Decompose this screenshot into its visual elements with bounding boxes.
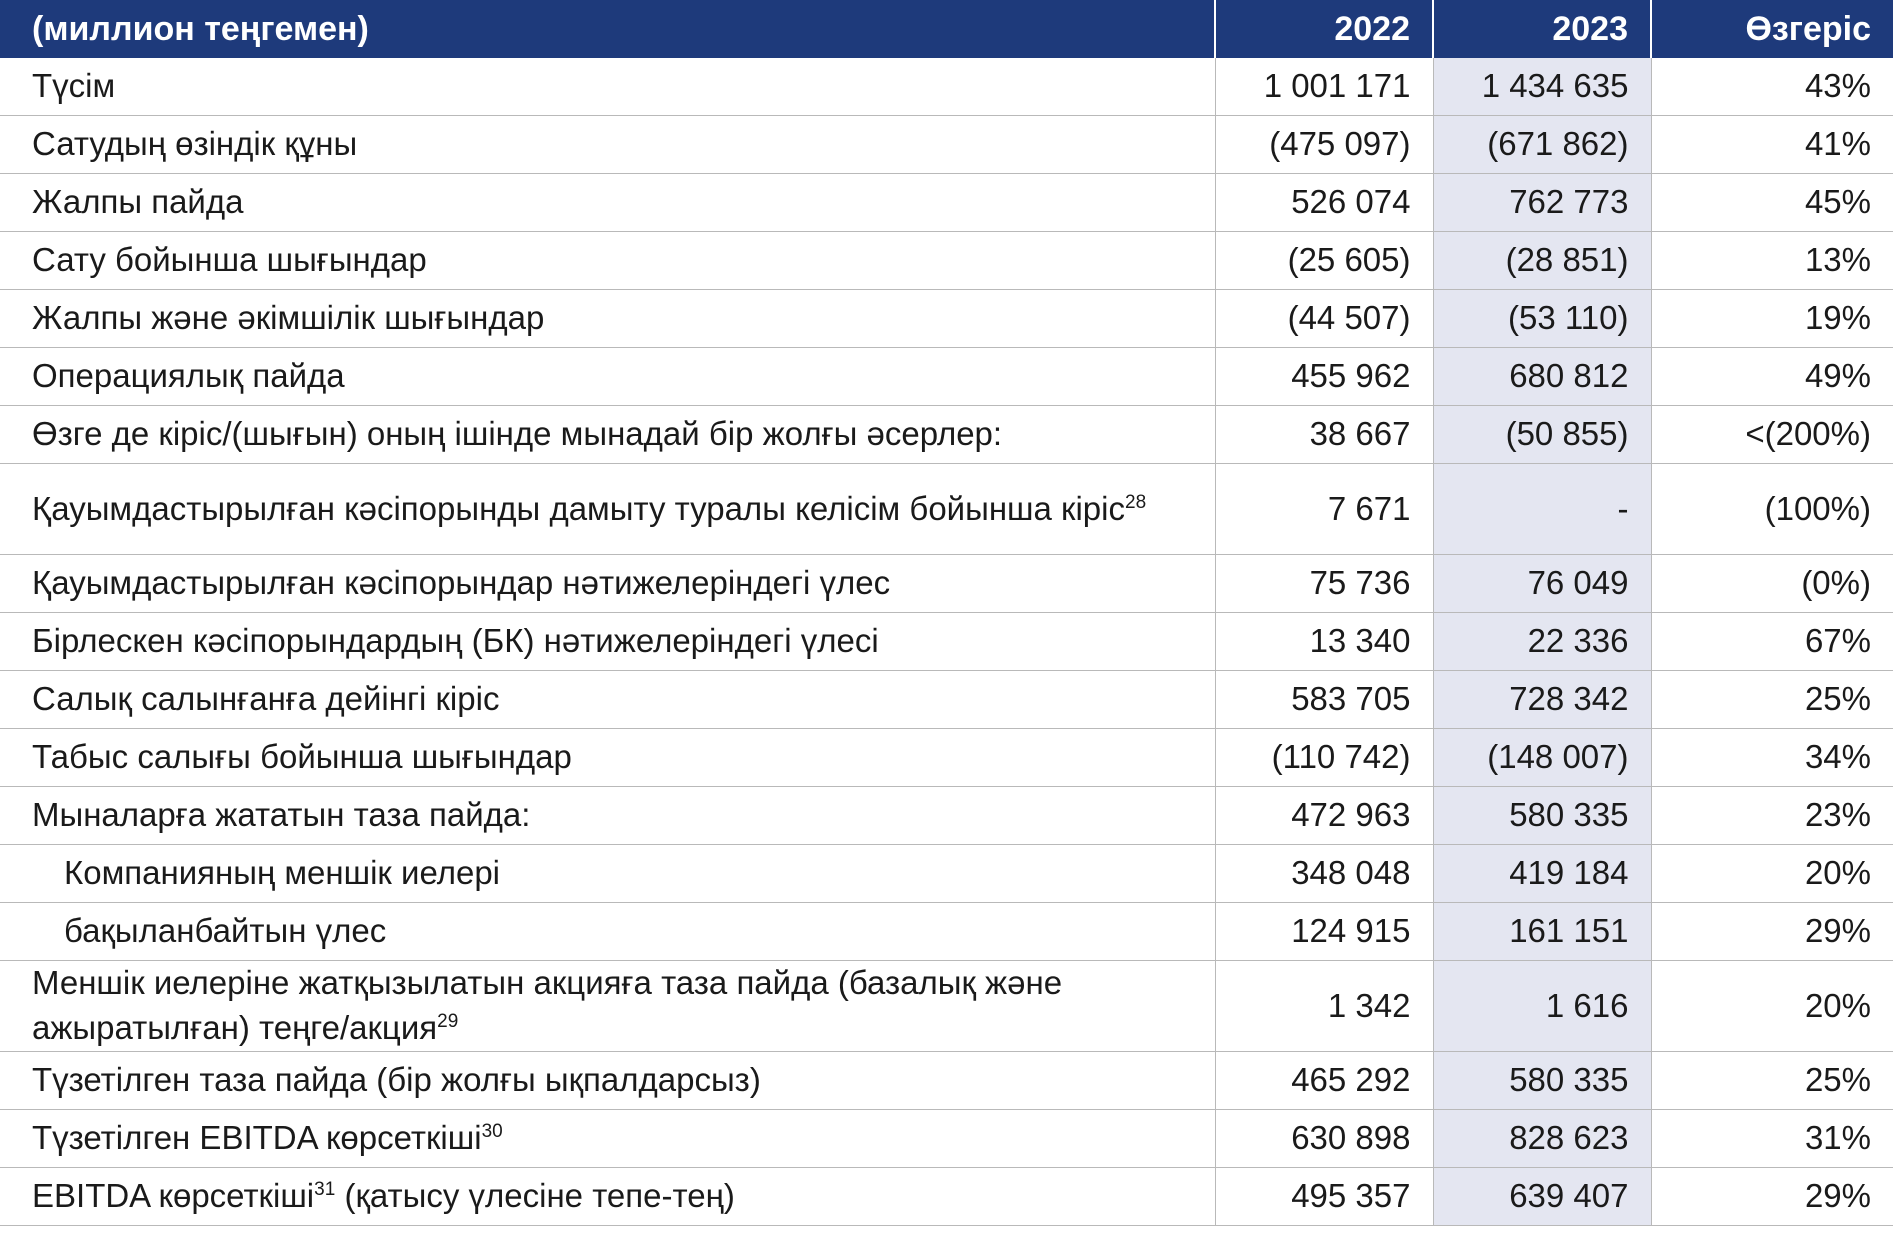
value-change: 13%: [1651, 232, 1893, 290]
value-2023: 680 812: [1433, 348, 1651, 406]
table-row: [0, 232, 1893, 290]
row-label: Түзетілген таза пайда (бір жолғы ықпалдарсыз): [0, 1052, 1215, 1110]
header-change: Өзгеріс: [1651, 0, 1893, 58]
table-row: [0, 729, 1893, 787]
footnote-ref: 31: [314, 1179, 336, 1201]
value-2023: 419 184: [1433, 845, 1651, 903]
table-row: [0, 348, 1893, 406]
value-2022: 472 963: [1215, 787, 1433, 845]
value-change: 45%: [1651, 174, 1893, 232]
row-label: EBITDA көрсеткіші$^{31}$ (қатысу үлесіне тепе-тең): [0, 1168, 1215, 1226]
footnote-ref: 30: [481, 1121, 503, 1143]
row-label: Сату бойынша шығындар: [0, 232, 1215, 290]
table-row: [0, 555, 1893, 613]
row-label: бақыланбайтын үлес: [0, 903, 1215, 961]
footnote-ref: 28: [1125, 491, 1147, 513]
row-label: Бірлескен кәсіпорындардың (БК) нәтижелеріндегі үлесі: [0, 613, 1215, 671]
value-2022: 495 357: [1215, 1168, 1433, 1226]
table-row: [0, 1110, 1893, 1168]
footnote-ref: 29: [437, 1011, 459, 1032]
table-header-row: [0, 0, 1893, 58]
value-2023: 580 335: [1433, 1052, 1651, 1110]
value-change: 25%: [1651, 1052, 1893, 1110]
value-change: 31%: [1651, 1110, 1893, 1168]
value-change: 19%: [1651, 290, 1893, 348]
row-label: Жалпы және әкімшілік шығындар: [0, 290, 1215, 348]
row-label: Меншік иелеріне жатқызылатын акцияға таза пайда (базалық және ажыратылған) теңге/акция$^{29}$: [0, 961, 1215, 1052]
table-row: [0, 290, 1893, 348]
value-2023: (671 862): [1433, 116, 1651, 174]
value-change: 20%: [1651, 961, 1893, 1052]
value-2022: (475 097): [1215, 116, 1433, 174]
table-row: [0, 406, 1893, 464]
value-change: 67%: [1651, 613, 1893, 671]
row-label: Жалпы пайда: [0, 174, 1215, 232]
table-row: [0, 1052, 1893, 1110]
value-change: (100%): [1651, 464, 1893, 555]
table-row: [0, 613, 1893, 671]
value-change: <(200%): [1651, 406, 1893, 464]
value-2022: 348 048: [1215, 845, 1433, 903]
table-row: [0, 1168, 1893, 1226]
value-2023: 76 049: [1433, 555, 1651, 613]
value-2022: 75 736: [1215, 555, 1433, 613]
value-change: 49%: [1651, 348, 1893, 406]
table-row: [0, 671, 1893, 729]
value-2022: 38 667: [1215, 406, 1433, 464]
row-label: Қауымдастырылған кәсіпорындар нәтижелеріндегі үлес: [0, 555, 1215, 613]
value-change: 29%: [1651, 1168, 1893, 1226]
row-label: Түсім: [0, 58, 1215, 116]
row-label: Табыс салығы бойынша шығындар: [0, 729, 1215, 787]
value-2023: 580 335: [1433, 787, 1651, 845]
row-label: Сатудың өзіндік құны: [0, 116, 1215, 174]
value-2023: 762 773: [1433, 174, 1651, 232]
value-change: 34%: [1651, 729, 1893, 787]
value-change: 20%: [1651, 845, 1893, 903]
value-2022: 583 705: [1215, 671, 1433, 729]
value-2022: 526 074: [1215, 174, 1433, 232]
value-2023: 22 336: [1433, 613, 1651, 671]
value-2023: (53 110): [1433, 290, 1651, 348]
value-change: (0%): [1651, 555, 1893, 613]
value-2022: 13 340: [1215, 613, 1433, 671]
row-label: Компанияның меншік иелері: [0, 845, 1215, 903]
value-change: 29%: [1651, 903, 1893, 961]
table-row: [0, 464, 1893, 555]
row-label: Қауымдастырылған кәсіпорынды дамыту туралы келісім бойынша кіріс$^{28}$: [0, 464, 1215, 555]
table-row: [0, 961, 1893, 1052]
row-label: Салық салынғанға дейінгі кіріс: [0, 671, 1215, 729]
table-row: [0, 174, 1893, 232]
value-2023: 639 407: [1433, 1168, 1651, 1226]
value-2022: 465 292: [1215, 1052, 1433, 1110]
value-2022: 1 342: [1215, 961, 1433, 1052]
table-row: [0, 787, 1893, 845]
value-change: 25%: [1651, 671, 1893, 729]
value-2023: (148 007): [1433, 729, 1651, 787]
row-label: Түзетілген EBITDA көрсеткіші$^{30}$: [0, 1110, 1215, 1168]
value-2023: 1 616: [1433, 961, 1651, 1052]
value-2023: 828 623: [1433, 1110, 1651, 1168]
value-2022: (25 605): [1215, 232, 1433, 290]
value-change: 43%: [1651, 58, 1893, 116]
value-2022: 1 001 171: [1215, 58, 1433, 116]
value-2023: 728 342: [1433, 671, 1651, 729]
value-change: 41%: [1651, 116, 1893, 174]
table-row: [0, 845, 1893, 903]
table-row: [0, 58, 1893, 116]
value-change: 23%: [1651, 787, 1893, 845]
value-2022: 7 671: [1215, 464, 1433, 555]
value-2022: 124 915: [1215, 903, 1433, 961]
table-row: [0, 903, 1893, 961]
header-2022: 2022: [1215, 0, 1433, 58]
row-label: Өзге де кіріс/(шығын) оның ішінде мынадай бір жолғы әсерлер:: [0, 406, 1215, 464]
value-2023: (50 855): [1433, 406, 1651, 464]
value-2023: 1 434 635: [1433, 58, 1651, 116]
row-label: Мыналарға жататын таза пайда:: [0, 787, 1215, 845]
header-unit: (миллион теңгемен): [0, 0, 1215, 58]
value-2022: 455 962: [1215, 348, 1433, 406]
value-2022: (44 507): [1215, 290, 1433, 348]
row-label: Операциялық пайда: [0, 348, 1215, 406]
table-row: [0, 116, 1893, 174]
value-2023: -: [1433, 464, 1651, 555]
value-2023: 161 151: [1433, 903, 1651, 961]
value-2023: (28 851): [1433, 232, 1651, 290]
header-2023: 2023: [1433, 0, 1651, 58]
value-2022: (110 742): [1215, 729, 1433, 787]
value-2022: 630 898: [1215, 1110, 1433, 1168]
